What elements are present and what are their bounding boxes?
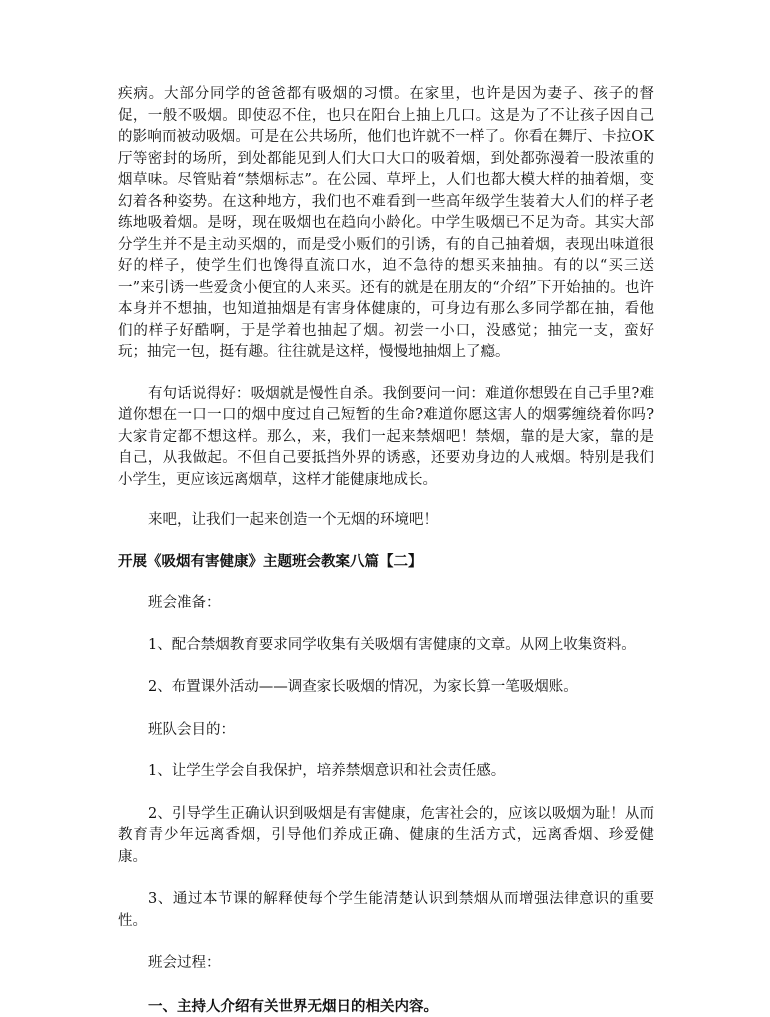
- prep-label: 班会准备：: [118, 593, 654, 615]
- body-paragraph-2: 有句话说得好：吸烟就是慢性自杀。我倒要问一问：难道你想毁在自己手里?难道你想在一口一口的烟中度过自己短暂的生命?难道你愿这害人的烟雾缠绕着你吗?大家肯定都不想这样。那么，来，我们一起来禁烟吧！禁烟，靠的是大家，靠的是自己，从我做起。不但自己要抵挡外界的诱惑，还要劝身边的人戒烟。特别是我们小学生，更应该远离烟草，这样才能健康地成长。: [118, 384, 654, 492]
- prep-item-2: 2、布置课外活动——调查家长吸烟的情况，为家长算一笔吸烟账。: [118, 677, 654, 699]
- goal-item-2: 2、引导学生正确认识到吸烟是有害健康，危害社会的，应该以吸烟为耻！从而教育青少年远离香烟，引导他们养成正确、健康的生活方式，远离香烟、珍爱健康。: [118, 804, 654, 869]
- body-paragraph-3: 来吧，让我们一起来创造一个无烟的环境吧！: [118, 510, 654, 532]
- body-paragraph-1: 疾病。大部分同学的爸爸都有吸烟的习惯。在家里，也许是因为妻子、孩子的督促，一般不吸烟。即使忍不住，也只在阳台上抽上几口。这是为了不让孩子因自己的影响而被动吸烟。可是在公共场所，他们也许就不一样了。你看在舞厅、卡拉OK厅等密封的场所，到处都能见到人们大口大口的吸着烟，到处都弥漫着一股浓重的烟草味。尽管贴着“禁烟标志”。在公园、草坪上，人们也都大模大样的抽着烟，变幻着各种姿势。在这种地方，我们也不难看到一些高年级学生装着大人们的样子老练地吸着烟。是呀，现在吸烟也在趋向小龄化。中学生吸烟已不足为奇。其实大部分学生并不是主动买烟的，而是受小贩们的引诱，有的自己抽着烟，表现出味道很好的样子，使学生们也馋得直流口水，迫不急待的想买来抽抽。有的以“买三送一”来引诱一些爱贪小便宜的人来买。还有的就是在朋友的“介绍”下开始抽的。也许本身并不想抽，也知道抽烟是有害身体健康的，可身边有那么多同学都在抽，看他们的样子好酷啊，于是学着也抽起了烟。初尝一小口，没感觉；抽完一支，蛮好玩；抽完一包，挺有趣。往往就是这样，慢慢地抽烟上了瘾。: [118, 84, 654, 364]
- process-label: 班会过程：: [118, 953, 654, 975]
- goal-label: 班队会目的：: [118, 720, 654, 742]
- goal-item-3: 3、通过本节课的解释使每个学生能清楚认识到禁烟从而增强法律意识的重要性。: [118, 889, 654, 932]
- process-step-1: 一、主持人介绍有关世界无烟日的相关内容。: [118, 996, 654, 1017]
- document-page: [118, 84, 654, 1017]
- goal-item-1: 1、让学生学会自我保护，培养禁烟意识和社会责任感。: [118, 761, 654, 783]
- section-heading: 开展《吸烟有害健康》主题班会教案八篇【二】: [118, 551, 654, 573]
- prep-item-1: 1、配合禁烟教育要求同学收集有关吸烟有害健康的文章。从网上收集资料。: [118, 635, 654, 657]
